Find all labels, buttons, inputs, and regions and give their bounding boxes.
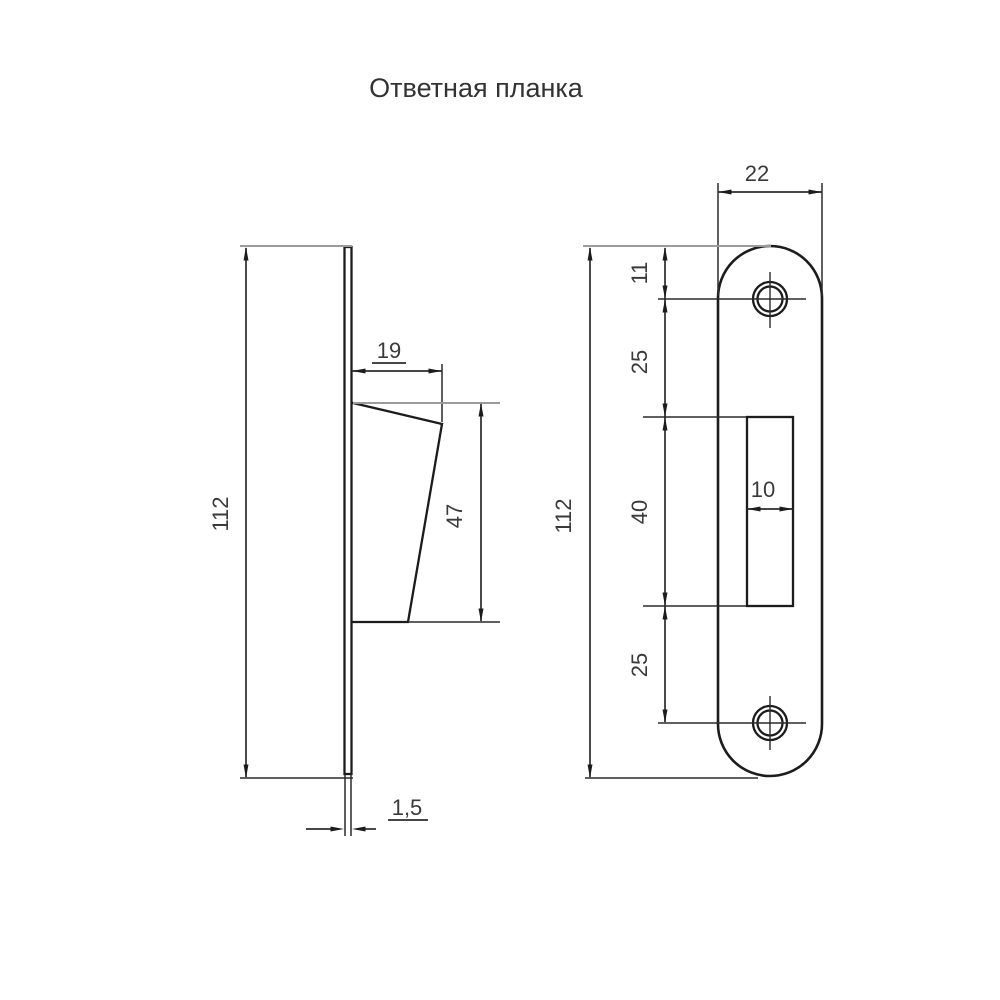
screw-hole-top (658, 272, 806, 328)
front-dim-chain (627, 247, 668, 723)
front-dim-hole-to-slot-label: 25 (627, 349, 652, 375)
side-tab-outline (352, 403, 442, 622)
side-view (208, 246, 500, 836)
front-dim-top-to-hole-label: 11 (627, 261, 652, 285)
front-dim-height-label: 112 (551, 498, 576, 534)
side-dim-height-label: 112 (208, 496, 233, 532)
side-dim-height (208, 246, 353, 778)
side-dim-tab-width (352, 338, 442, 422)
side-dim-tab-width-label: 19 (376, 338, 402, 363)
front-dim-width-label: 22 (744, 161, 770, 186)
side-dim-thickness-label: 1,5 (391, 795, 423, 820)
front-dim-slot-height-label: 40 (627, 499, 652, 525)
screw-hole-bottom (658, 696, 806, 750)
front-dim-slot-width (747, 477, 793, 512)
drawing-title: Ответная планка (369, 73, 583, 103)
side-plate-outline (345, 247, 352, 774)
side-dim-tab-height-label: 47 (442, 503, 467, 529)
latch-slot (747, 417, 793, 606)
side-dim-thickness (306, 775, 428, 836)
front-dim-slot-width-label: 10 (750, 477, 776, 502)
front-dim-height (551, 246, 771, 778)
front-view (551, 161, 822, 778)
front-dim-slot-to-hole-label: 25 (627, 652, 652, 678)
